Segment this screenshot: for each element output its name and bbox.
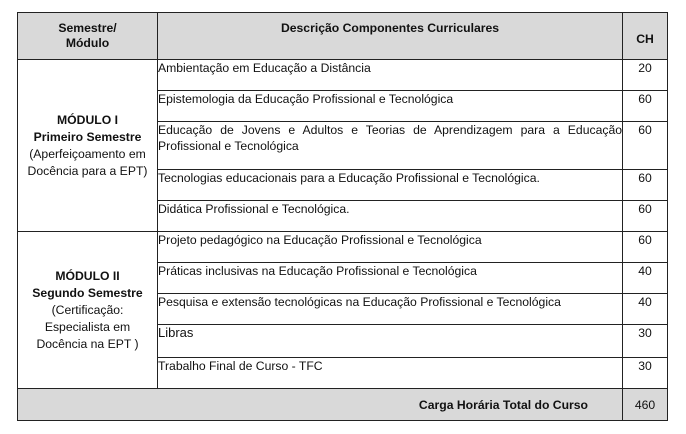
component-ch: 40 <box>623 294 668 325</box>
module-note: (Aperfeiçoamento em Docência para a EPT) <box>27 146 148 178</box>
total-row <box>18 389 668 421</box>
module-semester: Segundo Semestre <box>32 285 143 300</box>
component-description: Libras <box>158 325 623 358</box>
component-ch: 30 <box>623 325 668 358</box>
component-description: Trabalho Final de Curso - TFC <box>158 358 623 389</box>
component-ch: 60 <box>623 91 668 122</box>
module-title: MÓDULO II <box>55 268 120 283</box>
component-ch: 30 <box>623 358 668 389</box>
component-description: Projeto pedagógico na Educação Profissional e Tecnológica <box>158 232 623 263</box>
component-description: Educação de Jovens e Adultos e Teorias de Aprendizagem para a Educação Profissional e Tecnológica <box>158 122 623 170</box>
table-row <box>18 232 668 263</box>
total-label: Carga Horária Total do Curso <box>18 389 623 421</box>
component-description: Pesquisa e extensão tecnológicas na Educação Profissional e Tecnológica <box>158 294 623 325</box>
component-description: Tecnologias educacionais para a Educação Profissional e Tecnológica. <box>158 170 623 201</box>
component-ch: 40 <box>623 263 668 294</box>
component-description: Didática Profissional e Tecnológica. <box>158 201 623 232</box>
header-ch: CH <box>623 13 668 60</box>
module-title: MÓDULO I <box>57 112 118 127</box>
component-description: Epistemologia da Educação Profissional e Tecnológica <box>158 91 623 122</box>
component-ch: 60 <box>623 122 668 170</box>
component-ch: 60 <box>623 201 668 232</box>
component-description: Ambientação em Educação a Distância <box>158 60 623 91</box>
module-cell-2 <box>18 232 158 389</box>
header-row <box>18 13 668 60</box>
component-ch: 20 <box>623 60 668 91</box>
component-ch: 60 <box>623 232 668 263</box>
header-module: Semestre/ Módulo <box>18 13 158 60</box>
module-note: (Certificação: Especialista em Docência na EPT ) <box>36 302 139 351</box>
component-description: Práticas inclusivas na Educação Profissional e Tecnológica <box>158 263 623 294</box>
component-ch: 60 <box>623 170 668 201</box>
curriculum-table <box>17 12 668 421</box>
table-row <box>18 60 668 91</box>
total-value: 460 <box>623 389 668 421</box>
module-cell-1 <box>18 60 158 232</box>
header-description: Descrição Componentes Curriculares <box>158 13 623 60</box>
module-semester: Primeiro Semestre <box>33 129 142 144</box>
